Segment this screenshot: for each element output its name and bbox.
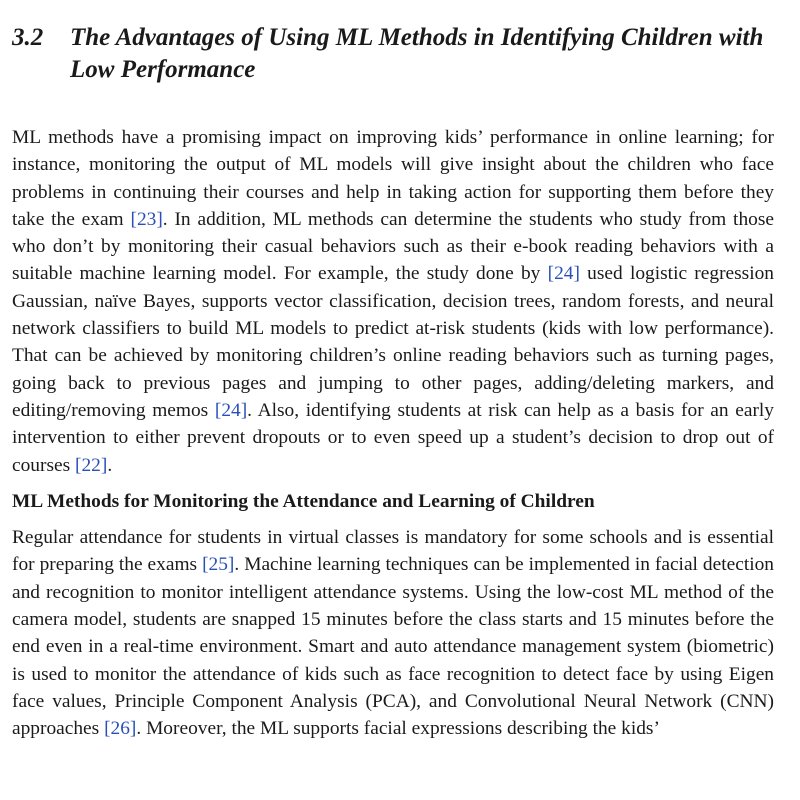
text-segment: . Also, identifying students at risk can help as a basis for an early intervention to either prevent dropouts or to even speed up a student’s decision to drop out of courses bbox=[12, 399, 774, 476]
citation-link[interactable]: [24] bbox=[547, 263, 580, 285]
section-number: 3.2 bbox=[12, 24, 44, 51]
paragraph-advantages bbox=[12, 124, 774, 479]
citation-link[interactable]: [25] bbox=[202, 554, 235, 576]
citation-link[interactable]: [26] bbox=[104, 718, 137, 740]
section-title: The Advantages of Using ML Methods in Identifying Children with Low Performance bbox=[70, 24, 764, 83]
citation-link[interactable]: [22] bbox=[75, 454, 108, 476]
section-heading bbox=[12, 22, 774, 86]
text-segment: . bbox=[107, 454, 113, 476]
citation-link[interactable]: [24] bbox=[214, 399, 248, 421]
text-segment: used logistic regression Gaussian, naïve Bayes, supports vector classification, decision trees, random forests, and neural network classifiers to build ML models to predict at-risk students (kids with low performance). That can be achieved by monitoring children’s online reading behaviors such as turning pages, going back to previous pages and jumping to other pages, adding/deleting markers, and editing/removing memos bbox=[12, 263, 775, 421]
subheading-monitoring: ML Methods for Monitoring the Attendance and Learning of Children bbox=[12, 490, 595, 512]
paragraph-attendance bbox=[12, 524, 774, 742]
text-segment: Regular attendance for students in virtual classes is mandatory for some schools and is essential for preparing the exams bbox=[12, 527, 774, 576]
citation-link[interactable]: [23] bbox=[130, 208, 163, 230]
text-segment: . In addition, ML methods can determine the students who study from those who don’t by monitoring their casual behaviors such as their e-book reading behaviors with a suitable machine learning model. For example, the study done by bbox=[12, 208, 774, 285]
paper-page bbox=[12, 22, 774, 743]
text-segment: . Moreover, the ML supports facial expressions describing the kids’ bbox=[136, 718, 660, 740]
text-segment: . Machine learning techniques can be implemented in facial detection and recognition to monitor intelligent attendance systems. Using the low-cost ML method of the camera model, students are snapped 15 minutes before the class starts and 15 minutes before the end even in a real-time environment. Smart and auto attendance management system (biometric) is used to monitor the attendance of kids such as face recognition to detect face by using Eigen face values, Principle Component Analysis (PCA), and Convolutional Neural Network (CNN) approaches bbox=[12, 554, 774, 740]
text-segment: ML methods have a promising impact on improving kids’ performance in online learning; for instance, monitoring the output of ML models will give insight about the children who face problems in continuing their courses and help in taking action for supporting them before they take the exam bbox=[12, 127, 774, 230]
